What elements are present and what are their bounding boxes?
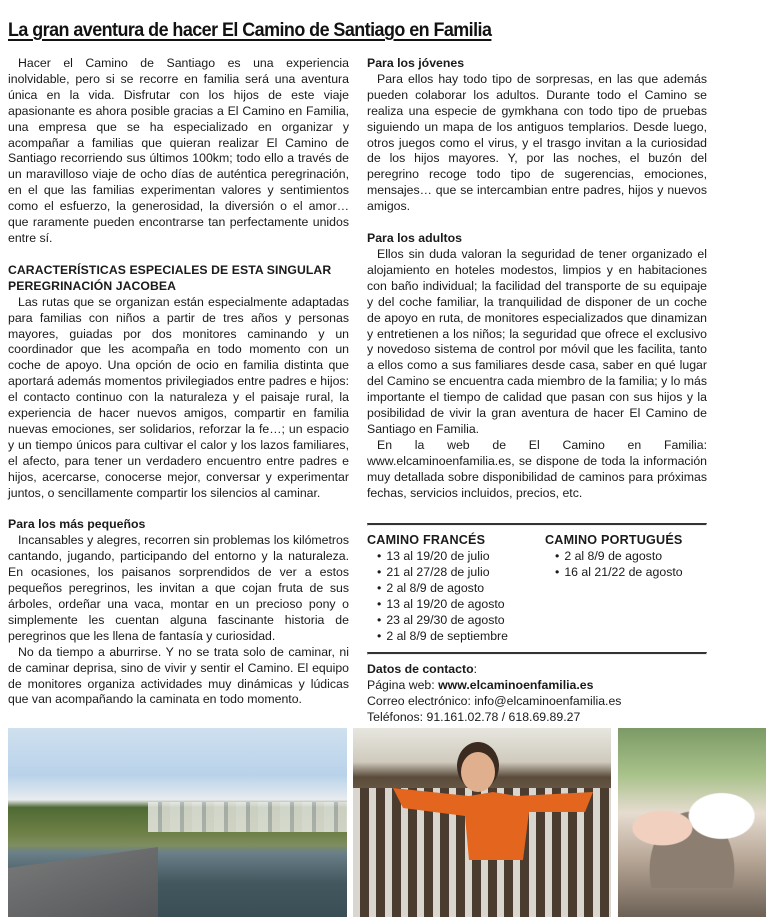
date-item: • 21 al 27/28 de julio <box>377 564 545 580</box>
route-portugues-dates <box>545 548 683 580</box>
divider-top <box>367 523 707 526</box>
caracteristicas-paragraph: Las rutas que se organizan están especialmente adaptadas para familias con niños a partir de tres años y personas mayores, guiadas por dos monitores caminando y un coordinador que les acompaña en todo momento con un coche de apoyo. Una opción de ocio en familia distinta que aportará además momentos privilegiados entre padres e hijos: el contacto continuo con la naturaleza y el paisaje rural, la experiencia de hacer nuevos amigos, compartir en familia nuevas emociones, ser solidarios, reforzar la fe…; un espacio y un tiempo únicos para cultivar el calor y los lazos familiares, el afecto, para tener un verdadero encuentro entre padres e hijos, acercarse, conocerse mejor, conversar y experimentar juntos, o sencillamente compartir los silencios al caminar. <box>8 294 349 500</box>
section-heading-pequenos: Para los más pequeños <box>8 517 146 532</box>
photo-children-rock <box>618 728 766 917</box>
date-item: • 2 al 8/9 de septiembre <box>377 628 545 644</box>
route-portugues <box>545 532 683 644</box>
contact-phone: Teléfonos: 91.161.02.78 / 618.69.89.27 <box>367 710 581 725</box>
phone-numbers: 91.161.02.78 / 618.69.89.27 <box>426 710 581 725</box>
contact-box: Datos de contacto: Página web: www.elcaminoenfamilia.es Correo electrónico: info@elcaminoenfamilia.es Teléfonos: 91.161.02.78 / 618.69.89.27 <box>367 661 707 725</box>
photo-strip <box>0 728 766 917</box>
left-column <box>8 56 349 708</box>
section-heading-jovenes: Para los jóvenes <box>367 56 465 70</box>
date-item: • 23 al 29/30 de agosto <box>377 612 545 628</box>
intro-paragraph: Hacer el Camino de Santiago es una experiencia inolvidable, pero si se recorre en familia será una aventura única en la vida. Disfrutar con los hijos de este viaje apasionante es ahora posible gracias a El Camino en Familia, una empresa que se ha especializado en organizar y acompañar a familias que quieran realizar El Camino de Santiago recorriendo sus últimos 100km; todo ello a través de un maravilloso viaje de ocho días de auténtica peregrinación, en el que las familias experimentan valores y sentimientos como el esfuerzo, la generosidad, la diversión o el amor… que raramente pueden encontrarse tan perfectamente unidos entre sí. <box>8 56 349 245</box>
date-item: • 13 al 19/20 de julio <box>377 548 545 564</box>
right-column <box>367 56 707 725</box>
section-heading-adultos: Para los adultos <box>367 231 462 246</box>
contact-email: Correo electrónico: info@elcaminoenfamilia.es <box>367 694 622 709</box>
photo-bridge-town <box>8 728 347 917</box>
contact-heading: Datos de contacto <box>367 662 474 677</box>
route-portugues-heading: CAMINO PORTUGUÉS <box>545 533 683 548</box>
date-item: • 2 al 8/9 de agosto <box>555 548 683 564</box>
pequenos-paragraph-2: No da tiempo a aburrirse. Y no se trata solo de caminar, ni de caminar deprisa, sino de vivir y sentir el Camino. El equipo de monitores organiza actividades muy dinámicas y lúdicas que van acompañando la caminata en todo momento. <box>8 644 349 707</box>
divider-bottom <box>367 652 707 655</box>
adultos-paragraph-2: En la web de El Camino en Familia: www.elcaminoenfamilia.es, se dispone de toda la información muy detallada sobre disponibilidad de caminos para próximas fechas, servicios incluidos, precios, etc. <box>367 437 707 500</box>
section-heading-caracteristicas: CARACTERÍSTICAS ESPECIALES DE ESTA SINGULAR PEREGRINACIÓN JACOBEA <box>8 262 332 293</box>
date-item: • 13 al 19/20 de agosto <box>377 596 545 612</box>
jovenes-paragraph: Para ellos hay todo tipo de sorpresas, en las que además pueden colaborar los adultos. Durante todo el Camino se realiza una especie de gymkhana con todo tipo de pruebas siguiendo un mapa de los antiguos templarios. Desde luego, otros juegos como el virus, y el trasgo invitan a la curiosidad de los hijos mayores. Y, por las noches, el buzón del peregrino recoge todo tipo de sugerencias, emociones, mensajes… que se intercambian entre padres, hijos y nuevos amigos. <box>367 71 707 214</box>
pequenos-paragraph-1: Incansables y alegres, recorren sin problemas los kilómetros cantando, jugando, participando del entorno y la naturaleza. En ocasiones, los paisanos sorprendidos de ver a estos pequeños peregrinos, les invitan a que cojan fruta de sus árboles, ordeñar una vaca, montar en un precioso pony o simplemente les cuentan alguna fascinante historia de peregrinos que les llena de fantasía y curiosidad. <box>8 533 349 643</box>
article-title: La gran aventura de hacer El Camino de Santiago en Familia <box>8 19 492 42</box>
web-link[interactable]: www.elcaminoenfamilia.es <box>438 678 594 693</box>
photo-girl-granary <box>353 728 611 917</box>
adultos-paragraph-1: Ellos sin duda valoran la seguridad de tener organizado el alojamiento en hoteles modestos, limpios y en habitaciones con baño individual; la facilidad del transporte de su equipaje y del coche familiar, la tranquilidad de disponer de un coche de apoyo en ruta, de monitores especializados que dinamizan y entretienen a los niños; la seguridad que ofrece el exclusivo y novedoso sistema de control por móvil que les facilita, tanto a ellos como a sus familiares desde casa, saber en qué lugar del Camino se encuentra cada miembro de la familia; y lo más importante el tiempo de calidad que pasan con sus hijos y la posibilidad de vivir la gran aventura de hacer El Camino de Santiago en Familia. <box>367 246 707 436</box>
route-frances-dates <box>367 548 545 644</box>
routes-box <box>367 532 707 644</box>
route-frances-heading: CAMINO FRANCÉS <box>367 533 486 548</box>
date-item: • 16 al 21/22 de agosto <box>555 564 683 580</box>
email-link[interactable]: info@elcaminoenfamilia.es <box>474 694 622 709</box>
date-item: • 2 al 8/9 de agosto <box>377 580 545 596</box>
contact-web: Página web: www.elcaminoenfamilia.es <box>367 678 594 693</box>
route-frances <box>367 532 545 644</box>
